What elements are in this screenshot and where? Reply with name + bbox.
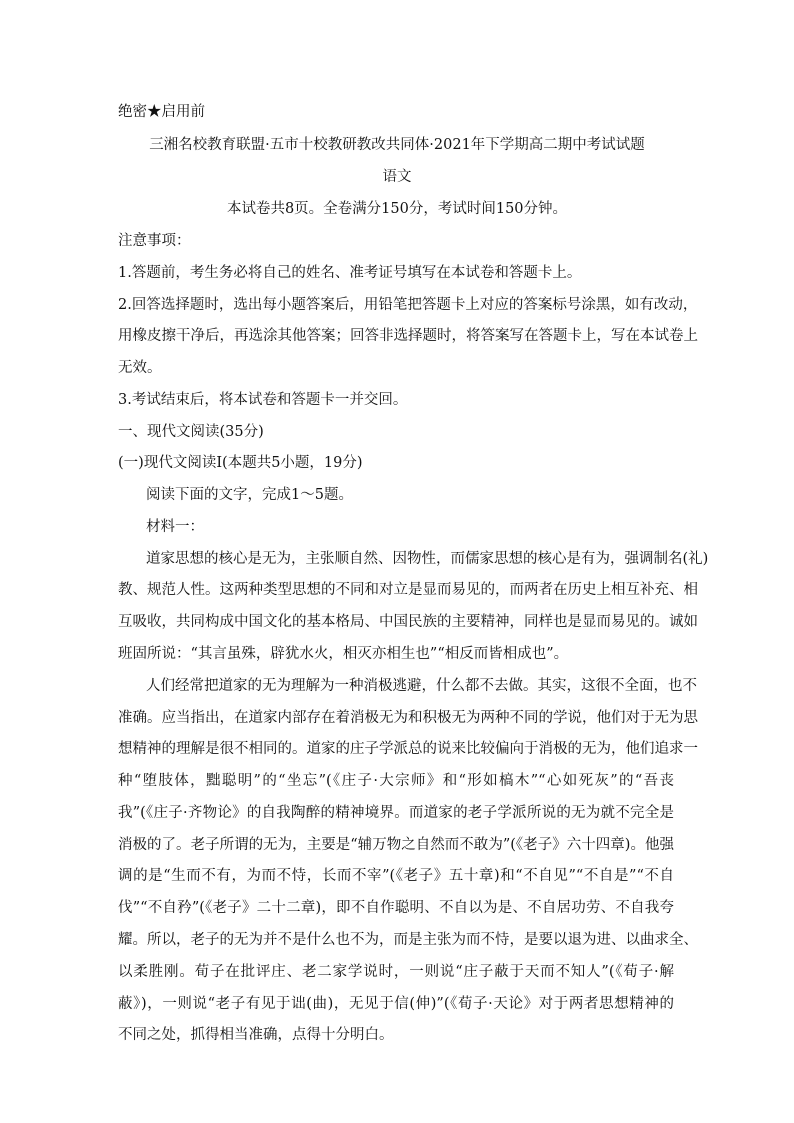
passage-line: 调的是“生而不有，为而不恃，长而不宰”(《老子》五十章)和“不自见”“不自是”“不自 [118, 868, 674, 884]
notes-heading: 注意事项： [118, 233, 191, 249]
passage-line: 道家思想的核心是无为，主张顺自然、因物性，而儒家思想的核心是有为，强调制名(礼) [146, 551, 709, 567]
passage-line: 消极的了。老子所谓的无为，主要是“辅万物之自然而不敢为”(《老子》六十四章)。他强 [118, 837, 674, 853]
subject-title: 语文 [382, 169, 412, 185]
passage-line: 蔽》)，一则说“老子有见于诎(曲)，无见于信(伸)”(《荀子·天论》对于两者思想精神的 [118, 996, 674, 1012]
section-title: 一、现代文阅读(35分) [118, 424, 264, 440]
note-line: 用橡皮擦干净后，再选涂其他答案；回答非选择题时，将答案写在答题卡上，写在本试卷上 [118, 328, 698, 344]
material-label: 材料一： [146, 519, 204, 535]
reading-instruction: 阅读下面的文字，完成1～5题。 [146, 487, 353, 503]
passage-line: 班固所说：“其言虽殊，辟犹水火，相灭亦相生也”“相反而皆相成也”。 [118, 646, 569, 662]
exam-info: 本试卷共8页。全卷满分150分，考试时间150分钟。 [226, 201, 568, 217]
secret-mark: 绝密★启用前 [118, 104, 205, 120]
note-line: 3.考试结束后，将本试卷和答题卡一并交回。 [118, 392, 408, 408]
passage-line: 教、规范人性。这两种类型思想的不同和对立是显而易见的，而两者在历史上相互补充、相 [118, 582, 698, 598]
passage-line: 人们经常把道家的无为理解为一种消极逃避，什么都不去做。其实，这很不全面，也不 [146, 678, 697, 694]
passage-line: 种“堕肢体，黜聪明”的“坐忘”(《庄子·大宗师》和“形如槁木”“心如死灰”的“吾丧 [118, 773, 674, 789]
passage-line: 准确。应当指出，在道家内部存在着消极无为和积极无为两种不同的学说，他们对于无为思 [118, 710, 698, 726]
note-line: 无效。 [118, 360, 162, 376]
section-subtitle: (一)现代文阅读I(本题共5小题，19分) [118, 455, 363, 471]
exam-title: 三湘名校教育联盟·五市十校教研教改共同体·2021年下学期高二期中考试试题 [149, 137, 645, 153]
note-line: 2.回答选择题时，选出每小题答案后，用铅笔把答题卡上对应的答案标号涂黑，如有改动， [118, 297, 698, 313]
passage-line: 想精神的理解是很不相同的。道家的庄子学派总的说来比较偏向于消极的无为，他们追求一 [118, 741, 698, 757]
note-line: 1.答题前，考生务必将自己的姓名、准考证号填写在本试卷和答题卡上。 [118, 265, 582, 281]
passage-line: 互吸收，共同构成中国文化的基本格局、中国民族的主要精神，同样也是显而易见的。诚如 [118, 614, 698, 630]
passage-line: 耀。所以，老子的无为并不是什么也不为，而是主张为而不恃，是要以退为进、以曲求全、 [118, 932, 698, 948]
passage-line: 不同之处，抓得相当准确，点得十分明白。 [118, 1027, 394, 1043]
passage-line: 伐”“不自矜”(《老子》二十二章)，即不自作聪明、不自以为是、不自居功劳、不自我夸 [118, 900, 674, 916]
passage-line: 以柔胜刚。荀子在批评庄、老二家学说时，一则说“庄子蔽于天而不知人”(《荀子·解 [118, 964, 674, 980]
passage-line: 我”(《庄子·齐物论》的自我陶醉的精神境界。而道家的老子学派所说的无为就不完全是 [118, 805, 674, 821]
